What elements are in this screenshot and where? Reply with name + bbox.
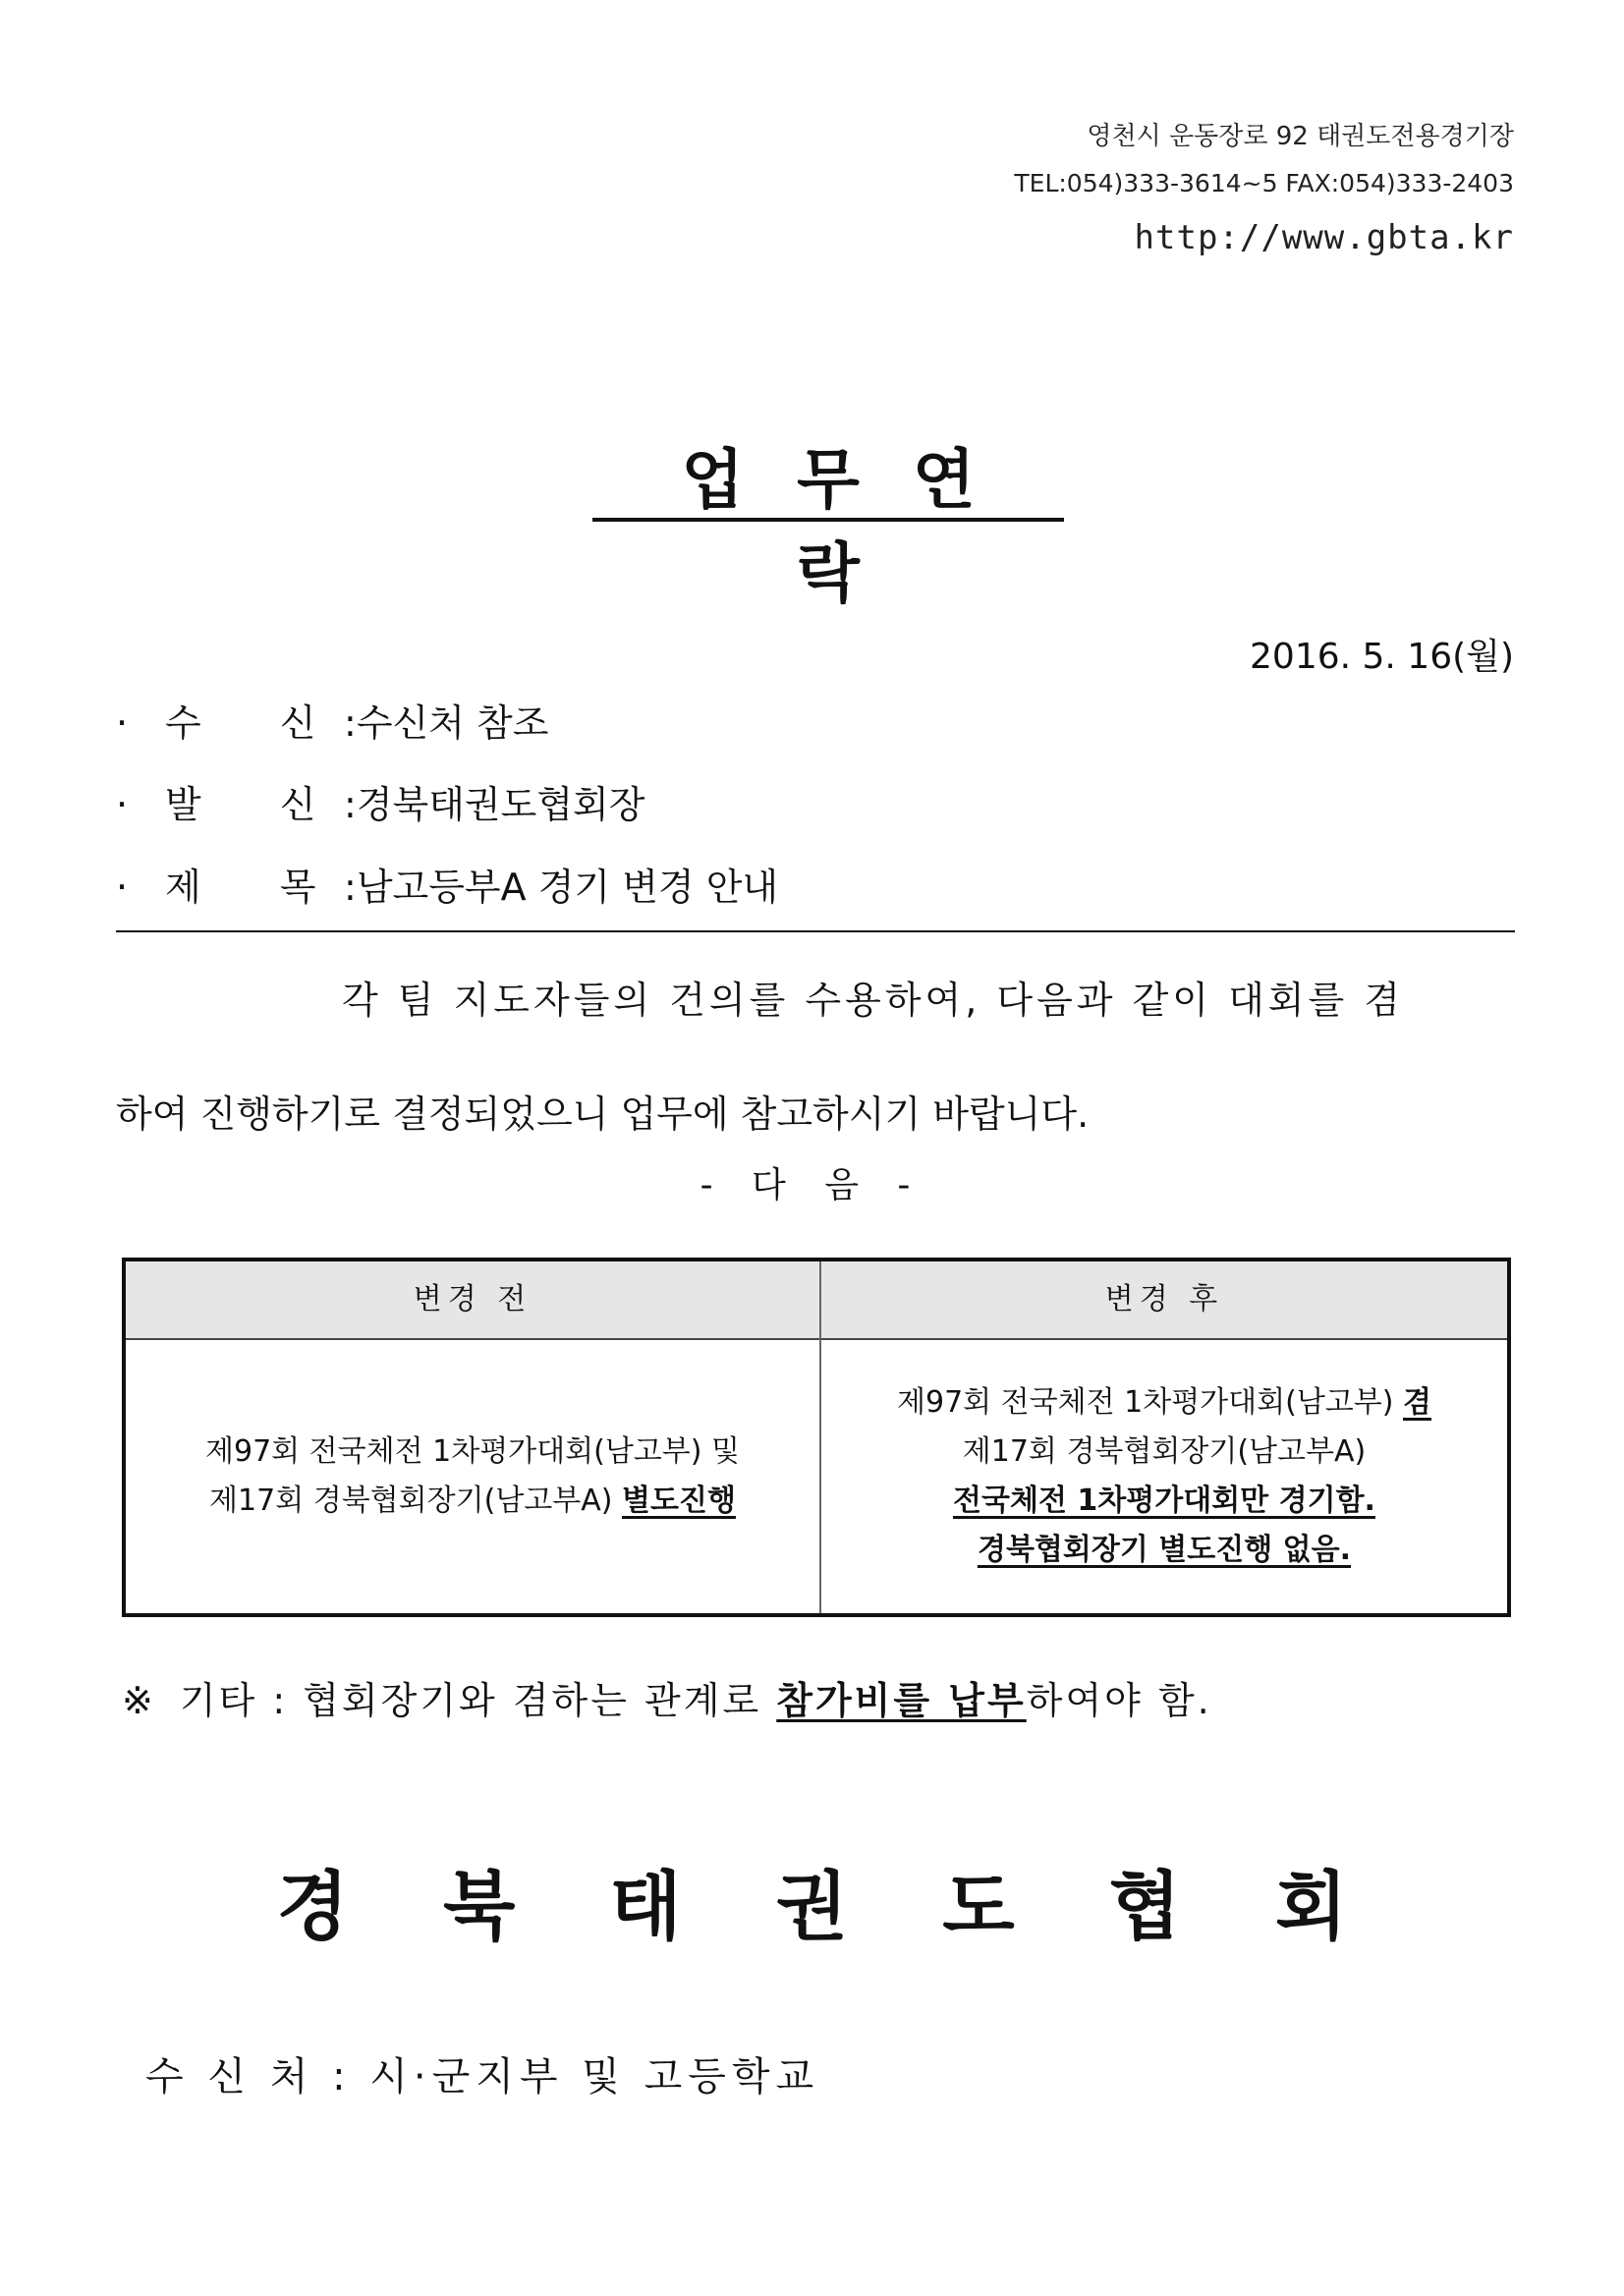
- meta-label: 제 목: [165, 866, 316, 909]
- emphasis-combined: 겸: [1403, 1385, 1431, 1420]
- cell-after: [821, 1340, 1507, 1613]
- meta-sender: [116, 774, 644, 828]
- meta-label: 발 신: [165, 783, 316, 826]
- header-contact: TEL:054)333-3614~5 FAX:054)333-2403: [1014, 169, 1514, 197]
- header-address: 영천시 운동장로 92 태권도전용경기장: [1087, 122, 1514, 151]
- reference-mark-icon: ※: [122, 1679, 156, 1722]
- after-line-1: 제97회 전국체전 1차평가대회(남고부) 겸: [897, 1385, 1431, 1420]
- meta-value: 경북태권도협회장: [356, 783, 645, 826]
- document-title: 업무연락: [681, 442, 1029, 611]
- before-line-2: 제17회 경북협회장기(남고부A) 별도진행: [209, 1484, 736, 1518]
- meta-separator: :: [344, 866, 357, 909]
- note-suffix: 하여야 함.: [1026, 1679, 1212, 1722]
- header-before: 변경 전: [413, 1282, 532, 1316]
- document-date: 2016. 5. 16(월): [1250, 637, 1514, 677]
- meta-separator: :: [344, 783, 357, 826]
- receivers-line: 수 신 처 : 시·군지부 및 고등학교: [145, 2054, 820, 2100]
- emphasis-separate: 별도진행: [622, 1484, 736, 1518]
- meta-recipient: [116, 693, 548, 747]
- header-website: http://www.gbta.kr: [1134, 218, 1514, 257]
- after-line-4: 경북협회장기 별도진행 없음.: [977, 1533, 1352, 1567]
- bullet: ·: [116, 783, 129, 826]
- body-line-1: 각 팀 지도자들의 건의를 수용하여, 다음과 같이 대회를 겸: [342, 979, 1404, 1022]
- organization-name: 경북태권도협회: [276, 1863, 1442, 1950]
- meta-label: 수 신: [165, 701, 316, 745]
- meta-value: 남고등부A 경기 변경 안내: [356, 866, 779, 909]
- note-prefix: 기타 : 협회장기와 겸하는 관계로: [179, 1679, 777, 1722]
- after-line-2: 제17회 경북협회장기(남고부A): [962, 1434, 1367, 1469]
- section-heading: - 다 음 -: [700, 1165, 924, 1205]
- change-table: [122, 1258, 1511, 1617]
- note-emphasis: 참가비를 납부: [776, 1679, 1027, 1722]
- meta-subject: [116, 857, 778, 911]
- note: [122, 1670, 1212, 1724]
- after-line-3: 전국체전 1차평가대회만 경기함.: [953, 1484, 1375, 1518]
- meta-value: 수신처 참조: [356, 701, 549, 745]
- header-after: 변경 후: [1104, 1282, 1224, 1316]
- body-line-2: 하여 진행하기로 결정되었으니 업무에 참고하시기 바랍니다.: [116, 1092, 1090, 1136]
- title-underline: [592, 518, 1064, 522]
- section-divider: [116, 930, 1515, 932]
- meta-separator: :: [344, 701, 357, 745]
- before-line-1: 제97회 전국체전 1차평가대회(남고부) 및: [205, 1434, 740, 1469]
- body-paragraph: [116, 943, 1515, 1171]
- bullet: ·: [116, 701, 129, 745]
- cell-before: [126, 1340, 819, 1613]
- bullet: ·: [116, 866, 129, 909]
